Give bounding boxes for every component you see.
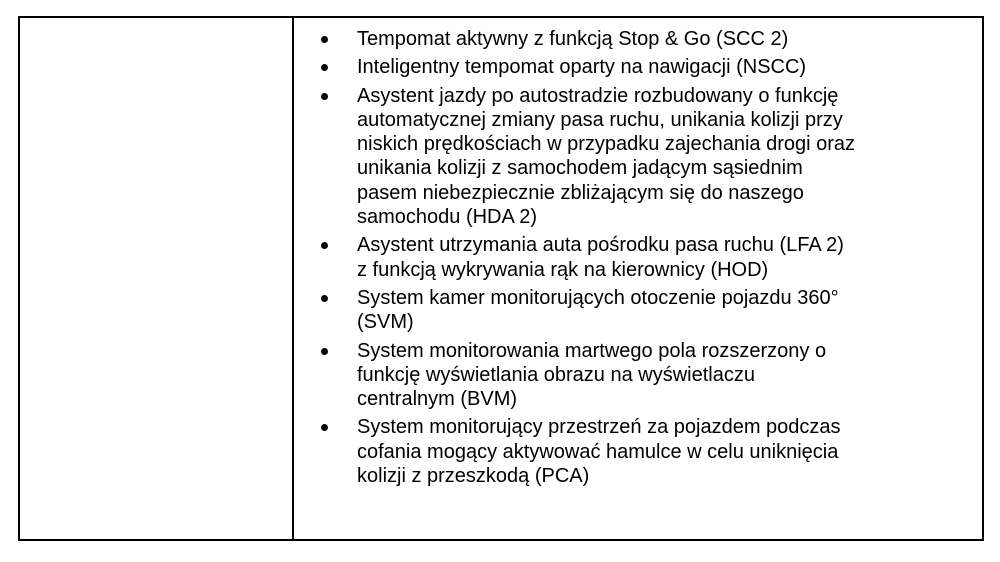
feature-text: Asystent utrzymania auta pośrodku pasa ruchu (LFA 2) z funkcją wykrywania rąk na kierownicy (HOD) bbox=[357, 234, 844, 281]
feature-text: Tempomat aktywny z funkcją Stop & Go (SCC 2) bbox=[357, 28, 789, 50]
bullet-icon bbox=[321, 242, 328, 249]
bullet-icon bbox=[321, 295, 328, 302]
feature-text: System kamer monitorujących otoczenie pojazdu 360° (SVM) bbox=[357, 286, 839, 334]
feature-text: Inteligentny tempomat oparty na nawigacji (NSCC) bbox=[357, 56, 807, 79]
table-row bbox=[19, 17, 983, 540]
list-item bbox=[337, 286, 974, 335]
list-item bbox=[337, 84, 974, 230]
feature-text: Asystent jazdy po autostradzie rozbudowany o funkcję automatycznej zmiany pasa ruchu, unikania kolizji przy niskich prędkościach w przypadku zajechania drogi oraz unikania kolizji z samochodem jadącym sąsiednim pasem niebezpiecznie zbliżającym się do naszego samochodu (HDA 2) bbox=[357, 84, 856, 229]
feature-list bbox=[294, 18, 982, 488]
list-item bbox=[337, 27, 974, 51]
bullet-icon bbox=[321, 424, 328, 431]
list-item bbox=[337, 233, 974, 282]
list-item bbox=[337, 415, 974, 488]
feature-list-cell bbox=[293, 17, 983, 540]
empty-left-cell bbox=[19, 17, 293, 540]
bullet-icon bbox=[321, 64, 328, 71]
bullet-icon bbox=[321, 36, 328, 43]
feature-text: System monitorujący przestrzeń za pojazdem podczas cofania mogący aktywować hamulce w celu uniknięcia kolizji z przeszkodą (PCA) bbox=[357, 416, 841, 488]
feature-text: System monitorowania martwego pola rozszerzony o funkcję wyświetlania obrazu na wyświetlaczu centralnym (BVM) bbox=[357, 339, 827, 411]
feature-table bbox=[18, 16, 984, 541]
list-item bbox=[337, 55, 974, 79]
bullet-icon bbox=[321, 348, 328, 355]
bullet-icon bbox=[321, 93, 328, 100]
list-item bbox=[337, 339, 974, 412]
